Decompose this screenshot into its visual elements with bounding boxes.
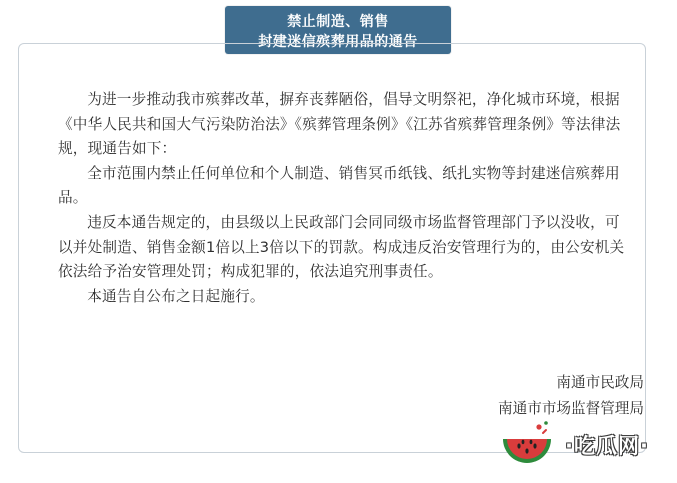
notice-paragraph-ban: 全市范围内禁止任何单位和个人制造、销售冥币纸钱、纸扎实物等封建迷信殡葬用品。 [58,164,620,207]
notice-title-line2: 封建迷信殡葬用品的通告 [258,34,418,50]
watermelon-icon [497,415,557,475]
notice-title-line1: 禁止制造、销售 [287,14,389,30]
notice-body [58,88,625,309]
watermark [497,414,667,476]
notice-paragraph-penalty: 违反本通告规定的，由县级以上民政部门会同同级市场监督管理部门予以没收，可以并处制造、销售金额1倍以上3倍以下的罚款。构成违反治安管理行为的，由公安机关依法给予治安管理处罚；构成犯罪的，依法追究刑事责任。 [58,213,625,281]
signature-market-regulation: 南通市市场监督管理局 [498,400,644,417]
notice-paragraph-intro: 为进一步推动我市殡葬改革，摒弃丧葬陋俗，倡导文明祭祀，净化城市环境，根据《中华人民共和国大气污染防治法》《殡葬管理条例》《江苏省殡葬管理条例》等法律法规，现通告如下： [58,91,621,158]
signature-civil-affairs: 南通市民政局 [556,374,644,391]
notice-paragraph-effective: 本通告自公布之日起施行。 [87,287,265,305]
watermark-text: ·吃瓜网· [565,434,649,458]
